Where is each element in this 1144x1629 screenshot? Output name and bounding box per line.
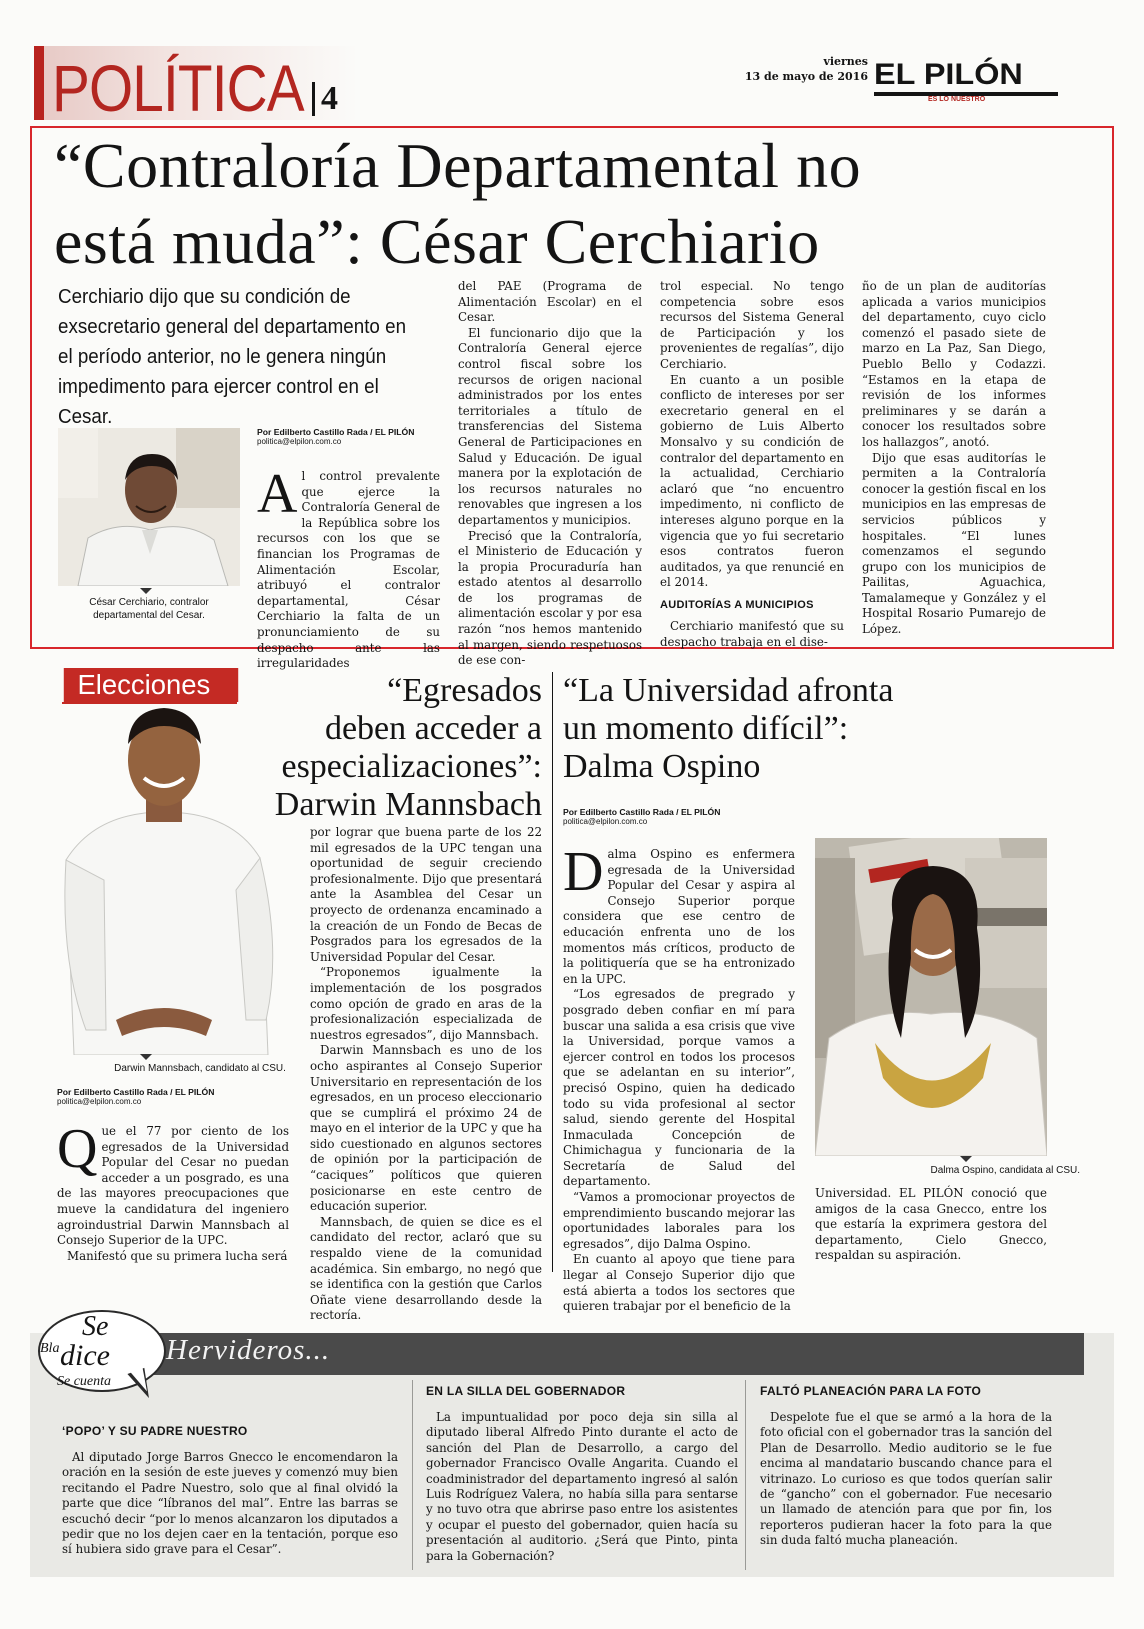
logo-slogan: ES LO NUESTRO [928, 96, 986, 103]
date: 13 de mayo de 2016 [744, 70, 868, 83]
page-number: 4 [312, 82, 338, 116]
cerchiario-photo [58, 428, 240, 586]
ospino-col-1: Dalma Ospino es enfermera egresada de la Universidad Popular del Cesar y aspira al Consejo Superior porque considera que ese centro de educación enfrenta uno de los momentos más críticos, producto de la politiquería que se ha entronizado en la UPC. “Los egresados de pregrado y posgrado deben confiar en mí para buscar una salida a esa crisis que vive la Universidad, porque vamos a ejercer control en todos los procesos que se adelantan en su interior”, precisó Ospino, quien ha dedicado todo su vida profesional al sector salud, siendo gerente del Hospital Inmaculada Concepción de Chimichagua y funcionaria de la Secretaría de Salud del departamento. “Vamos a promocionar proyectos de emprendimiento buscando mejorar las oportunidades laborales para los egresados”, dijo Dalma Ospino. En cuanto al apoyo que tiene para llegar al Consejo Superior dijo que está abierta a todos los sectores que quieren trabajar por el beneficio de la [563, 841, 795, 1314]
main-col-1: Al control prevalente que ejerce la Contraloría General de la República sobre los recursos con los que se financian los Programas de Alimentación Escolar, atribuyó el contralor departamental, César Cerchiario la falta de un pronunciamiento de su despacho ante las irregularidades [257, 463, 440, 671]
gossip-divider [745, 1380, 746, 1570]
photo-caption: César Cerchiario, contralor departamental del Cesar. [89, 597, 209, 621]
mannsbach-col-1: Que el 77 por ciento de los egresados de la Universidad Popular del Cesar no puedan acceder a un posgrado, es una de las mayores preocupaciones que mueve la candidatura del ingeniero agroindustrial Darwin Mannsbach al Consejo Superior de la UPC. Manifestó que su primera lucha será [57, 1118, 289, 1263]
gossip-item-3: FALTÓ PLANEACIÓN PARA LA FOTO Despelote fue el que se armó a la hora de la foto oficial con el gobernador tras la sanción del Plan de Desarrollo. Medio auditorio se le fue encima al mandatario buscando chance para el vitrinazo. Lo curioso es que todos querían salir de “gancho” con el gobernador. Fue necesario un llamado de atención para que por fin, los reporteros pudieran hacer la foto para la que sin duda faltó mucha planeación. [760, 1384, 1052, 1548]
caption-pointer-icon [140, 588, 152, 594]
byline: Por Edilberto Castillo Rada / EL PILÓN [257, 427, 415, 437]
byline-email: politica@elpilon.com.co [257, 437, 342, 446]
dropcap: A [257, 463, 298, 525]
bubble-word-bla: Bla [40, 1341, 60, 1356]
section-accent-bar [34, 46, 44, 120]
cerchiario-portrait [58, 428, 240, 586]
column-divider [552, 672, 553, 1272]
gossip-divider [412, 1380, 413, 1570]
mannsbach-col-2: por lograr que buena parte de los 22 mil egresados de la UPC tengan una oportunidad de seguir creciendo profesionalmente. Dijo que presentará ante la Asamblea del Cesar un proyecto de ordenanza encaminado a la creación de un Fondo de Becas de Posgrados para los egresados de la Universidad Popular del Cesar. “Proponemos igualmente la implementación de los posgrados como opción de grado en aras de la profesionalización especializada de nuestros egresados”, dijo Mannsbach. Darwin Mannsbach es uno de los ocho aspirantes al Consejo Superior Universitario en representación de los egresados, en un proceso eleccionario que se cumplirá el próximo 24 de mayo en el interior de la UPC y que ha sido cuestionado en algunos sectores de opinión por la participación de “caciques” políticos que quieren posicionarse en este centro de educación superior. Mannsbach, de quien se dice es el candidato del rector, aclaró que su respaldo viene de la comunidad académica. Sin embargo, no negó que se identifica con la gestión que Carlos Oñate viene desarrollando desde la rectoría. [310, 825, 542, 1323]
dropcap: Q [57, 1118, 98, 1180]
main-headline-line2: está muda”: César Cerchiario [54, 206, 820, 277]
newspaper-logo: EL PILÓN [874, 58, 1023, 91]
ospino-col-2: Universidad. EL PILÓN conoció que amigos de la casa Gnecco, entre los que estaría la exprimera gestora del departamento, Cielo Gnecco, respaldan su aspiración. [815, 1186, 1047, 1263]
section-title: POLÍTICA [52, 51, 304, 125]
ospino-caption: Dalma Ospino, candidata al CSU. [930, 1165, 1080, 1176]
weekday: viernes [823, 55, 868, 68]
main-lede: Cerchiario dijo que su condición de exsecretario general del departamento en el período anterior, no le genera ningún impedimento para ejercer control en el Cesar. [58, 286, 407, 428]
issue-date [700, 54, 868, 84]
main-col-3: trol especial. No tengo competencia sobre esos recursos del Sistema General de Participación y los provenientes de regalías”, dijo Cerchiario. En cuanto a un posible conflicto de intereses por ser execretario general en el gobierno de Luis Alberto Monsalvo y su condición de contralor del departamento en la actualidad, Cerchiario aclaró que “no encuentro impedimento, ni conflicto de intereses alguno porque en la vigencia que yo fui secretario esos contratos fueron auditados, ya que renuncié en el 2014. AUDITORÍAS A MUNICIPIOS Cerchiario manifestó que su despacho trabaja en el dise- [660, 279, 844, 650]
main-byline [257, 427, 447, 446]
bubble-word-dice: dice [60, 1339, 110, 1372]
ospino-portrait [815, 838, 1047, 1156]
gossip-title: Hervideros... [166, 1334, 331, 1366]
mannsbach-headline: “Egresados deben acceder a especializaciones”: Darwin Mannsbach [274, 672, 542, 823]
bubble-word-cuenta: Se cuenta [57, 1374, 112, 1389]
gossip-item-2: EN LA SILLA DEL GOBERNADOR La impuntualidad por poco deja sin silla al diputado liberal Alfredo Pinto durante el acto de sanción del Plan de Desarrollo, a cargo del gobernador Francisco Ovalle Angarita. Cuando el coadministrador del departamento ingresó al salón Luis Rodríguez Valera, no había silla para sentarse y no tuvo otra que abrirse paso entre los asistentes y ocupar el puesto del gobernador, quien hacía su presentación al auditorio. ¿Será que Pinto, pinta para la Gobernación? [426, 1384, 738, 1563]
elecciones-tag: Elecciones [64, 668, 238, 702]
mannsbach-caption: Darwin Mannsbach, candidato al CSU. [114, 1063, 286, 1074]
gossip-item-1: ‘POPO’ Y SU PADRE NUESTRO Al diputado Jorge Barros Gnecco le encomendaron la oración en la sesión de este jueves y comenzó muy bien recitando el Padre Nuestro, solo que al final olvidó la parte que dice “líbranos del mal”. Entre las barras se escuchó decir “por lo menos alcanzaron los diputados a pedir que no los dejen caer en la tentación, porque eso sí hubiera sido grave para el Cesar”. [62, 1424, 398, 1557]
caption-pointer-icon [140, 1054, 152, 1060]
main-col-4: ño de un plan de auditorías aplicada a varios municipios del departamento, cuyo ciclo comenzó el pasado siete de marzo en La Paz, San Diego, Pueblo Bello y Codazzi. “Estamos en la etapa de revisión de los informes preliminares y se darán a conocer los resultados sobre los hallazgos”, anotó. Dijo que esas auditorías le permiten a la Contraloría conocer la gestión fiscal en los municipios en las empresas de servicios públicos y hospitales. “El lunes comenzamos el segundo grupo con los municipios de Pailitas, Aguachica, Tamalameque y González y el Hospital Rosario Pumarejo de López. [862, 279, 1046, 637]
main-headline [54, 128, 1094, 280]
mannsbach-byline: Por Edilberto Castillo Rada / EL PILÓN politica@elpilon.com.co [57, 1087, 215, 1106]
subhead-auditorias: AUDITORÍAS A MUNICIPIOS [660, 598, 814, 611]
main-headline-line1: “Contraloría Departamental no [54, 130, 862, 201]
caption-pointer-icon [960, 1156, 972, 1162]
main-col-2: del PAE (Programa de Alimentación Escolar) en el Cesar. El funcionario dijo que la Contraloría General ejerce control fiscal sobre los recursos de origen nacional administrados por los entes territoriales a título de transferencias del Sistema General de Participaciones en Salud y Educación. De igual manera por la explotación de los recursos naturales no renovables que ingresen a los departamentos y municipios. Precisó que la Contraloría, el Ministerio de Educación y la propia Procuraduría han estado atentos al desarrollo de los programas de alimentación escolar y por esa razón “nos hemos mantenido al margen, siendo respetuosos de ese con- [458, 279, 642, 668]
bubble-word-se: Se [82, 1311, 109, 1342]
ospino-headline: “La Universidad afronta un momento difícil”: Dalma Ospino [563, 672, 894, 785]
ospino-photo [815, 838, 1047, 1156]
ospino-byline: Por Edilberto Castillo Rada / EL PILÓN politica@elpilon.com.co [563, 807, 721, 826]
dropcap: D [563, 841, 604, 903]
